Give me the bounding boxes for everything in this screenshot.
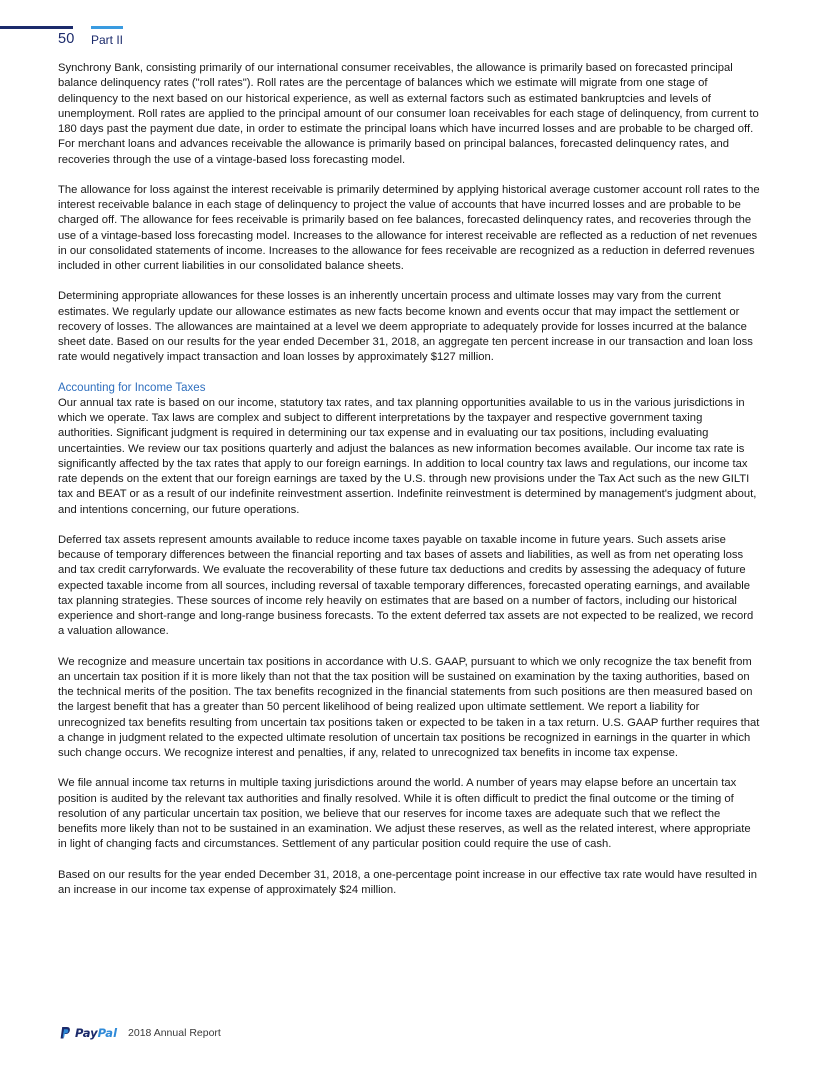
- page-number: 50: [58, 31, 75, 47]
- logo-text-pay: Pay: [75, 1026, 98, 1040]
- logo-text-pal: Pal: [97, 1026, 118, 1040]
- paragraph-deferred-tax-assets: Deferred tax assets represent amounts available to reduce income taxes payable on taxable income in future years. Such assets arise because of temporary differences between the financial reporting and tax bases of assets and liabilities, as well as from net operating loss and tax credit carryforwards. We evaluate the recoverability of these future tax deductions and credits by assessing the adequacy of future expected taxable income from all sources, including reversal of taxable temporary differences, forecasted operating earnings, and available tax planning strategies. These sources of income rely heavily on estimates that are based on a number of factors, including our historical experience and short-range and long-range business forecasts. To the extent deferred tax assets are not expected to be realized, we record a valuation allowance.: [58, 533, 754, 638]
- paragraph-allowance-estimates: Determining appropriate allowances for these losses is an inherently uncertain process and ultimate losses may vary from the current estimates. We regularly update our allowance estimates as new facts become known and events occur that may impact the settlement or recovery of losses. The allowances are maintained at a level we deem appropriate to adequately provide for losses incurred at the balance sheet date. Based on our results for the year ended December 31, 2018, an aggregate ten percent increase in our transaction and loan loss rate would negatively impact transaction and loan losses by approximately $127 million.: [58, 290, 753, 364]
- paragraph-allowance-synchrony: Synchrony Bank, consisting primarily of our international consumer receivables, the allowance is primarily based on forecasted principal balance delinquency rates ("roll rates"). Roll rates are the percentage of balances which we estimate will migrate from one stage of delinquency to the next based on our historical experience, as well as external factors such as estimated bankruptcies and levels of unemployment. Roll rates are applied to the principal amount of our consumer loan receivables for each stage of delinquency, from current to 180 days past the payment due date, in order to estimate the principal loans which have incurred losses and are probable to be charged off. For merchant loans and advances receivable the allowance is primarily based on principal balances, forecasted delinquency rates, and recoveries through the use of a vintage-based loss forecasting model.: [58, 62, 759, 166]
- main-content: [58, 61, 760, 913]
- paragraph-uncertain-tax-positions: We recognize and measure uncertain tax positions in accordance with U.S. GAAP, pursuant to which we only recognize the tax benefit from an uncertain tax position if it is more likely than not that the tax position will be sustained on examination by the taxing authorities, based on the technical merits of the position. The tax benefits recognized in the financial statements from such positions are then measured based on the largest benefit that has a greater than 50 percent likelihood of being realized upon ultimate settlement. We report a liability for unrecognized tax benefits resulting from uncertain tax positions taken or expected to be taken in a tax return. U.S. GAAP further requires that a change in judgment related to the expected ultimate resolution of uncertain tax positions be recognized in earnings in the quarter in which such change occurs. We recognize interest and penalties, if any, related to unrecognized tax benefits in income tax expense.: [58, 655, 760, 759]
- header-rule-accent: [91, 26, 123, 29]
- part-label: Part II: [91, 33, 124, 47]
- paypal-logo-icon: [58, 1026, 72, 1040]
- section-heading-income-taxes: Accounting for Income Taxes: [58, 381, 206, 394]
- page-footer: [58, 1025, 221, 1041]
- paragraph-annual-tax-rate: Our annual tax rate is based on our income, statutory tax rates, and tax planning opportunities available to us in the various jurisdictions in which we operate. Tax laws are complex and subject to different interpretations by the taxpayer and respective government taxing authorities. Significant judgment is required in determining our tax expense and in evaluating our tax positions, including evaluating uncertainties. We review our tax positions quarterly and adjust the balances as new information becomes available. Our income tax rate is significantly affected by the tax rates that apply to our foreign earnings. In addition to local country tax laws and regulations, our income tax rate depends on the extent that our foreign earnings are taxed by the U.S. through new provisions under the Tax Act such as the new GILTI tax and BEAT or as a result of our indefinite reinvestment assertion. Indefinite reinvestment is determined by management's judgment about, and intentions concerning, our future operations.: [58, 396, 757, 516]
- header-rule-dark: [0, 26, 73, 29]
- paypal-logo: [58, 1026, 117, 1040]
- footer-report-label: 2018 Annual Report: [128, 1027, 221, 1039]
- paragraph-tax-rate-sensitivity: Based on our results for the year ended December 31, 2018, a one-percentage point increase in our effective tax rate would have resulted in an increase in our income tax expense of approximately $24 million.: [58, 868, 757, 896]
- paragraph-tax-returns: We file annual income tax returns in multiple taxing jurisdictions around the world. A number of years may elapse before an uncertain tax position is audited by the relevant tax authorities and finally resolved. While it is often difficult to predict the final outcome or the timing of resolution of any particular uncertain tax position, we believe that our reserves for income taxes are adequate such that we reflect the benefits more likely than not to be sustained in an examination. We adjust these reserves, as well as the related interest, where appropriate in light of changing facts and circumstances. Settlement of any particular position could require the use of cash.: [58, 777, 751, 851]
- paragraph-allowance-interest: The allowance for loss against the interest receivable is primarily determined by applying historical average customer account roll rates to the interest receivable balance in each stage of delinquency to project the value of accounts that have incurred losses and are probable to be charged off. The allowance for fees receivable is primarily based on fee balances, forecasted delinquency rates, and recoveries through the use of a vintage-based loss forecasting model. Increases to the allowance for interest receivable are reflected as a reduction of net revenues in our consolidated statements of income. Increases to the allowance for fees receivable are recognized as a reduction in deferred revenues included in other current liabilities in our consolidated balance sheets.: [58, 183, 760, 272]
